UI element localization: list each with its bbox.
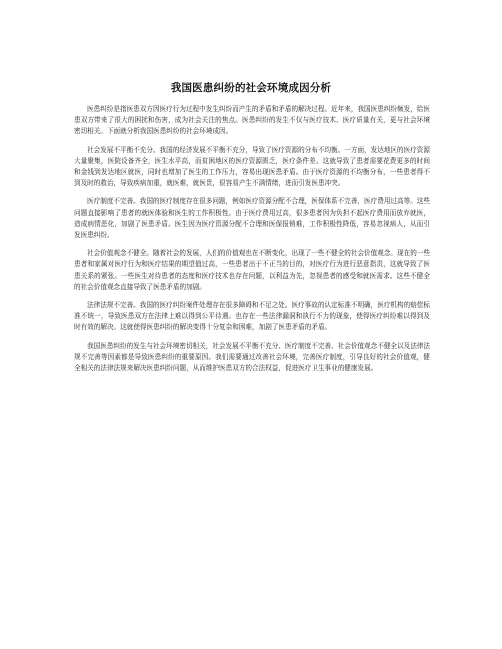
paragraph-conclusion: 我国医患纠纷的发生与社会环境密切相关，社会发展不平衡不充分、医疗制度不完善、社会价值观念不健全以及法律法规不完善等因素都是导致医患纠纷的重要原因。我们需要通过改善社会环境，完善医疗制度，引导良好的社会价值观，健全相关的法律法规来解决医患纠纷问题，从而维护医患双方的合法权益，促进医疗卫生事业的健康发展。 [74,341,430,373]
paragraph-medical-system: 医疗制度不完善。我国的医疗制度存在很多问题，例如医疗资源分配不合理，医保体系不完善，医疗费用过高等。这些问题直接影响了患者的就医体验和医生的工作积极性。由于医疗费用过高，很多患者因为负担不起医疗费用而放弃就医，造成病情恶化，加剧了医患矛盾。医生因为医疗资源分配不合理和医保报销难，工作积极性降低，容易忽视病人，从而引发医患纠纷。 [74,197,430,240]
paragraph-social-values: 社会价值观念不健全。随着社会的发展，人们的价值观也在不断变化，出现了一些不健全的社会价值观念。现在的一些患者和家属对医疗行为和医疗结果的期望值过高，一些患者出于不正当的目的，对医疗行为进行恶意指责，这就导致了医患关系的紧张。一些医生对待患者的态度和医疗技术也存在问题，以利益为先，忽视患者的感受和就医需求。这些不健全的社会价值观念直接导致了医患矛盾的加剧。 [74,249,430,291]
paragraph-intro: 医患纠纷是指医患双方因医疗行为过程中发生纠纷而产生的矛盾和矛盾的解决过程。近年来，我国医患纠纷频发，给医患双方带来了很大的困扰和伤害，成为社会关注的焦点。医患纠纷的发生不仅与医疗技术、医疗质量有关，更与社会环境密切相关。下面就分析我国医患纠纷的社会环境成因。 [74,105,430,136]
document-title: 我国医患纠纷的社会环境成因分析 [170,82,332,94]
paragraph-laws-regulations: 法律法规不完善。我国的医疗纠纷案件处理存在很多障碍和不足之处。医疗事故的认定标准不明确，医疗机构的赔偿标准不统一，导致医患双方在法律上难以得到公平待遇。也存在一些法律漏洞和执行不力的现象，使得医疗纠纷难以得到及时有效的解决。这就使得医患纠纷的解决变得十分复杂和困难，加剧了医患矛盾的矛盾。 [74,301,430,332]
document-body [74,104,430,381]
paragraph-social-development: 社会发展不平衡不充分。我国的经济发展不平衡不充分，导致了医疗资源的分布不均衡。一方面，发达地区的医疗资源大量聚集，医院设备齐全，医生水平高，而贫困地区的医疗资源匮乏，医疗条件差。这就导致了患者需要花费更多的时间和金钱到发达地区就医，同时也增加了医生的工作压力，容易出现医患矛盾。由于医疗资源的不均衡分布，一些患者得不到及时的救治，导致疾病加重，就医难，就医贵，很容易产生不满情绪，进而引发医患冲突。 [74,145,430,188]
